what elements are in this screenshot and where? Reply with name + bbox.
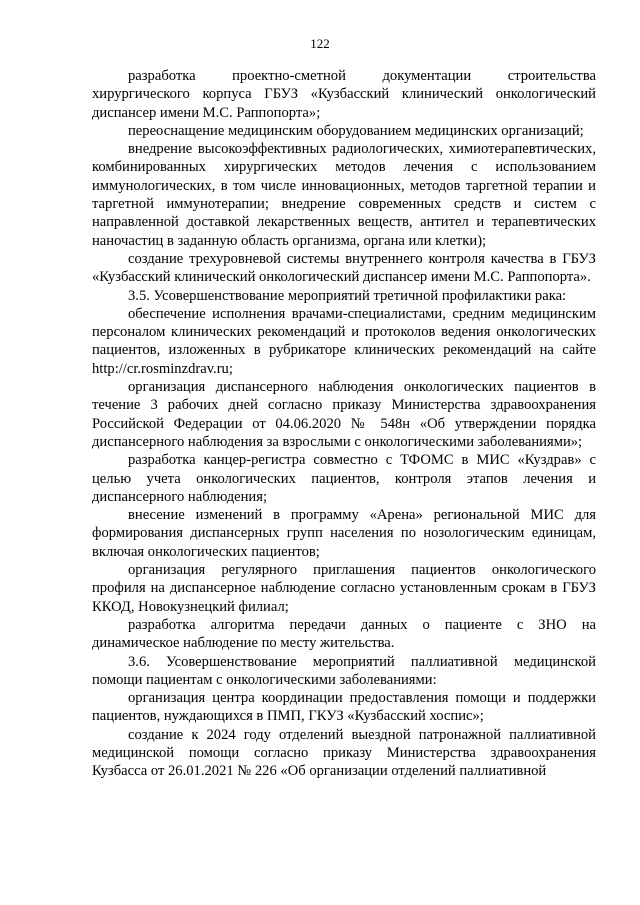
page-number: 122 [310,36,330,51]
paragraph: разработка проектно-сметной документации строительства хирургического корпуса ГБУЗ «Кузбасский клинический онкологический диспансер имени М.С. Раппопорта»; [92,68,596,121]
page-body [92,67,596,781]
paragraph: внедрение высокоэффективных радиологических, химиотерапевтических, комбинированных хирургических методов лечения с использованием иммунологических, в том числе инновационных, методов таргетной терапии и таргетной иммунотерапии; внедрение современных средств и систем с направленной доставкой лекарственных веществ, антител и терапевтических наночастиц в заданную область организма, органа или клетки); [92,141,596,249]
paragraph: организация центра координации предоставления помощи и поддержки пациентов, нуждающихся в ПМП, ГКУЗ «Кузбасский хоспис»; [92,690,596,725]
paragraph: разработка алгоритма передачи данных о пациенте с ЗНО на динамическое наблюдение по месту жительства. [92,616,596,652]
section-heading: 3.5. Усовершенствование мероприятий третичной профилактики рака: [128,287,567,304]
section-heading: 3.6. Усовершенствование мероприятий паллиативной медицинской помощи пациентам с онкологическими заболеваниями: [92,653,596,688]
paragraph: обеспечение исполнения врачами-специалистами, средним медицинским персоналом клинических рекомендаций и протоколов ведения онкологических пациентов, изложенных в рубрикаторе клинических рекомендаций на сайте http://cr.rosminzdrav.ru; [92,305,596,377]
paragraph: создание к 2024 году отделений выездной патронажной паллиативной медицинской помощи согласно приказу Министерства здравоохранения Кузбасса от 26.01.2021 № 226 «Об организации отделений паллиативной [92,726,596,780]
paragraph: переоснащение медицинским оборудованием медицинских организаций; [128,122,584,139]
paragraph: разработка канцер-регистра совместно с ТФОМС в МИС «Куздрав» с целью учета онкологических пациентов, контроля этапов лечения и диспансерного наблюдения; [92,452,596,505]
paragraph: организация диспансерного наблюдения онкологических пациентов в течение 3 рабочих дней согласно приказу Министерства здравоохранения Российской Федерации от 04.06.2020 № 548н «Об утверждении порядка диспансерного наблюдения за взрослыми с онкологическими заболеваниями»; [92,379,596,450]
paragraph: создание трехуровневой системы внутреннего контроля качества в ГБУЗ «Кузбасский клинический онкологический диспансер имени М.С. Раппопорта». [92,250,596,286]
paragraph: организация регулярного приглашения пациентов онкологического профиля на диспансерное наблюдение согласно установленным срокам в ГБУЗ ККОД, Новокузнецкий филиал; [92,562,596,615]
paragraph: внесение изменений в программу «Арена» региональной МИС для формирования диспансерных групп населения по нозологическим единицам, включая онкологических пациентов; [92,507,596,560]
